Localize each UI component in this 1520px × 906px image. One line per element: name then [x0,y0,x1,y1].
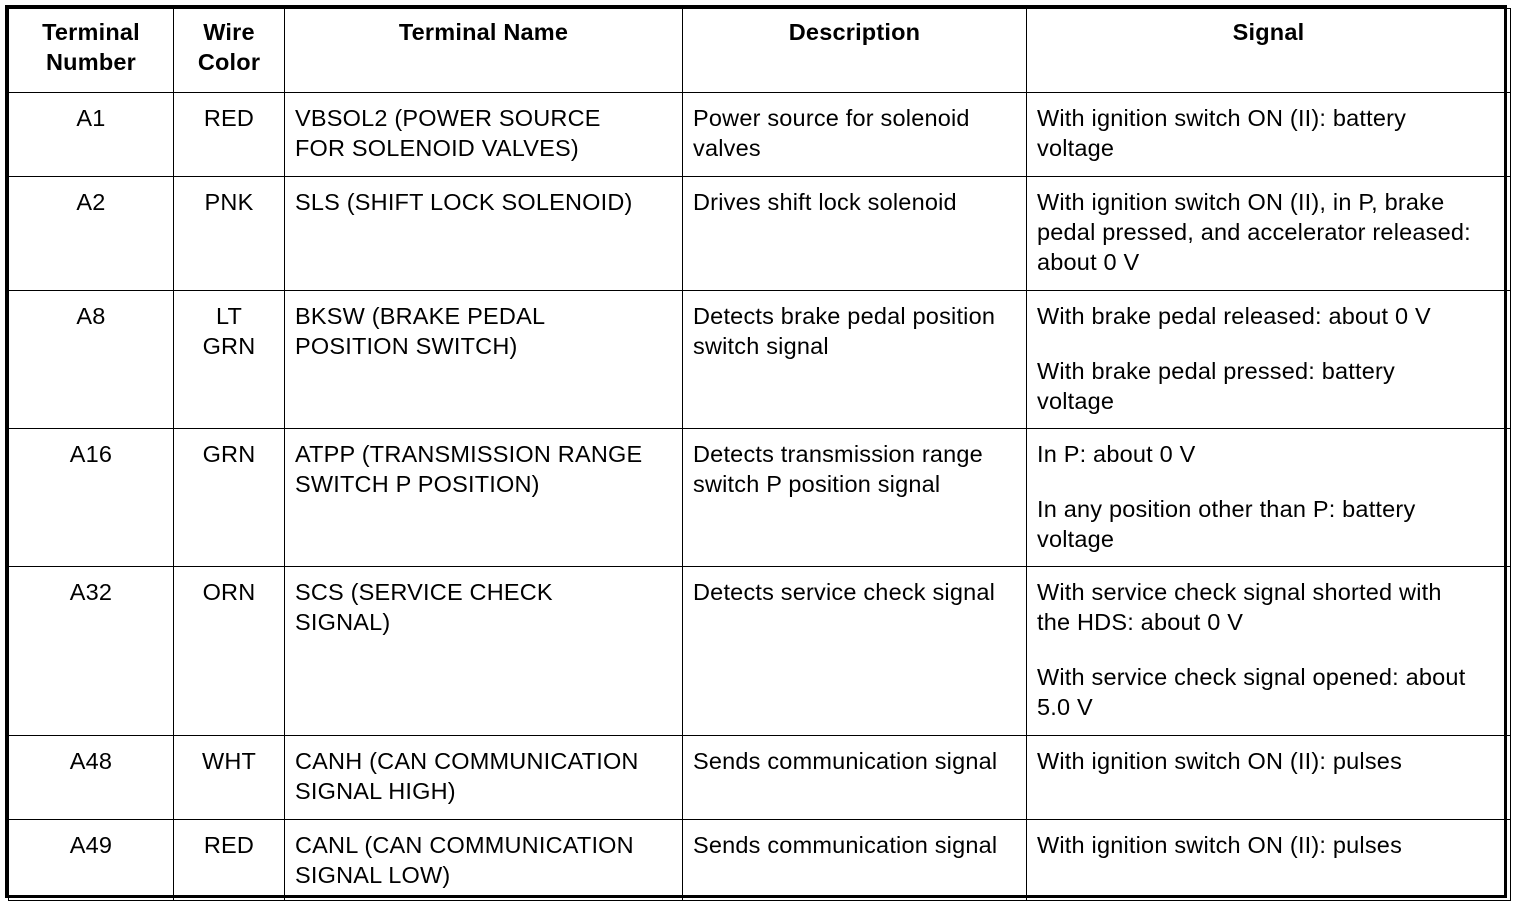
signal-cell [1027,736,1511,820]
terminal-name-cell: VBSOL2 (POWER SOURCE FOR SOLENOID VALVES) [285,93,683,177]
table-row [9,820,1511,901]
signal-line: With brake pedal released: about 0 V [1037,303,1431,329]
signal-cell [1027,567,1511,736]
table-row [9,567,1511,736]
header-signal: Signal [1027,9,1511,93]
signal-cell [1027,291,1511,429]
signal-line: In P: about 0 V [1037,441,1196,467]
table-row [9,736,1511,820]
description-cell: Sends communication signal [683,736,1027,820]
wire-color-cell: WHT [174,736,285,820]
terminal-table-frame [5,5,1507,898]
table-row [9,429,1511,567]
signal-line: With service check signal opened: about 5.0 V [1037,664,1466,720]
terminal-name-cell: CANH (CAN COMMUNICATION SIGNAL HIGH) [285,736,683,820]
terminal-number-cell: A16 [9,429,174,567]
table-row [9,291,1511,429]
description-cell: Drives shift lock solenoid [683,177,1027,291]
signal-cell [1027,429,1511,567]
wire-color-cell: LT GRN [174,291,285,429]
description-cell: Detects brake pedal position switch signal [683,291,1027,429]
table-row [9,177,1511,291]
terminal-number-cell: A32 [9,567,174,736]
terminal-number-cell: A48 [9,736,174,820]
description-cell: Detects service check signal [683,567,1027,736]
signal-line: With ignition switch ON (II): pulses [1037,748,1403,774]
terminal-name-cell: BKSW (BRAKE PEDAL POSITION SWITCH) [285,291,683,429]
signal-line: With service check signal shorted with the HDS: about 0 V [1037,579,1442,635]
terminal-table [8,8,1511,901]
wire-color-cell: PNK [174,177,285,291]
header-terminal-number: Terminal Number [9,9,174,93]
header-terminal-name: Terminal Name [285,9,683,93]
terminal-number-cell: A49 [9,820,174,901]
header-wire-color: Wire Color [174,9,285,93]
terminal-name-cell: SCS (SERVICE CHECK SIGNAL) [285,567,683,736]
wire-color-cell: RED [174,93,285,177]
description-cell: Power source for solenoid valves [683,93,1027,177]
header-description: Description [683,9,1027,93]
signal-cell [1027,820,1511,901]
terminal-name-cell: ATPP (TRANSMISSION RANGE SWITCH P POSITION) [285,429,683,567]
terminal-number-cell: A8 [9,291,174,429]
signal-cell [1027,93,1511,177]
wire-color-cell: RED [174,820,285,901]
signal-line: With ignition switch ON (II), in P, brake pedal pressed, and accelerator released: about 0 V [1037,189,1471,275]
wire-color-cell: ORN [174,567,285,736]
terminal-number-cell: A2 [9,177,174,291]
terminal-name-cell: SLS (SHIFT LOCK SOLENOID) [285,177,683,291]
signal-line: With ignition switch ON (II): battery voltage [1037,105,1407,161]
signal-line: In any position other than P: battery voltage [1037,496,1416,552]
terminal-name-cell: CANL (CAN COMMUNICATION SIGNAL LOW) [285,820,683,901]
table-header-row [9,9,1511,93]
signal-cell [1027,177,1511,291]
signal-line: With ignition switch ON (II): pulses [1037,832,1403,858]
table-row [9,93,1511,177]
signal-line: With brake pedal pressed: battery voltage [1037,358,1395,414]
terminal-number-cell: A1 [9,93,174,177]
description-cell: Sends communication signal [683,820,1027,901]
wire-color-cell: GRN [174,429,285,567]
description-cell: Detects transmission range switch P position signal [683,429,1027,567]
